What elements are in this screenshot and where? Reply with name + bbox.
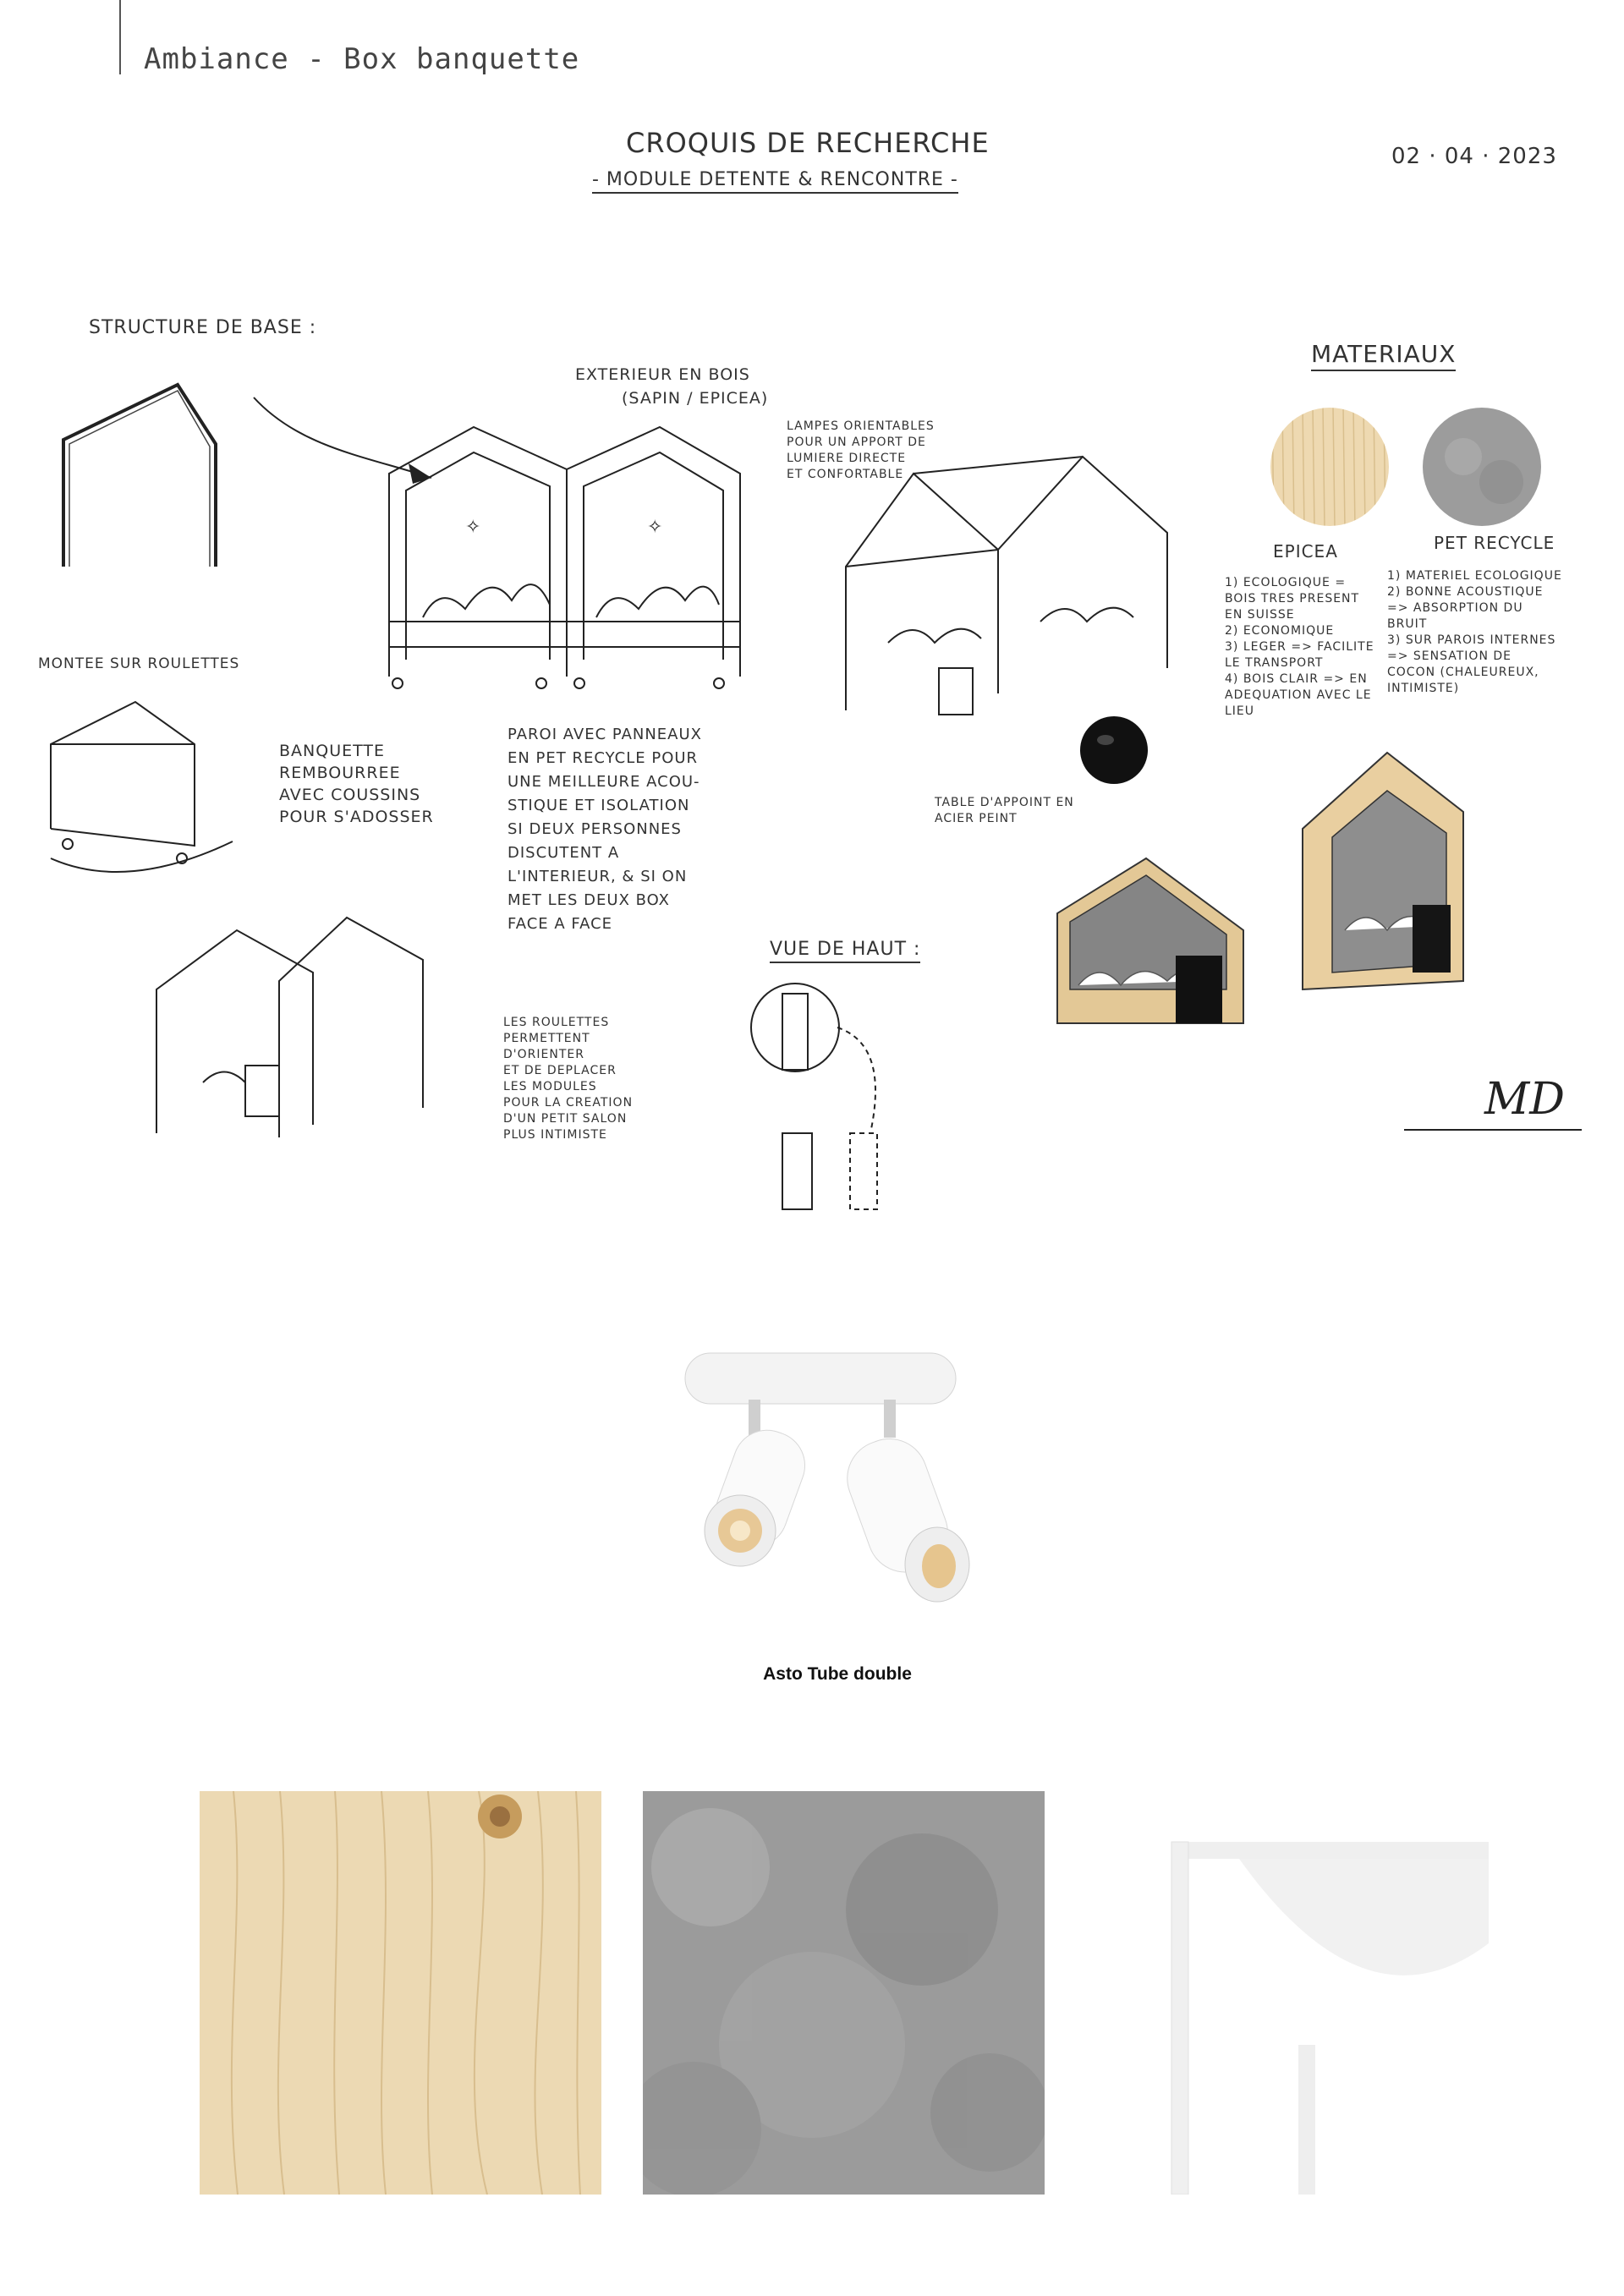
pet-note: 2) BONNE ACOUSTIQUE [1387,585,1544,599]
product-caption: Asto Tube double [763,1664,912,1684]
wheels-line: LES ROULETTES [503,1016,610,1029]
sketch-date: 02 · 04 · 2023 [1391,144,1557,169]
page-title: Ambiance - Box banquette [144,42,580,76]
table-line: ACIER PEINT [935,812,1018,825]
felt-swatch [643,1791,1045,2195]
pet-note: INTIMISTE) [1387,682,1460,695]
svg-text:✧: ✧ [465,517,481,538]
label-paroi [508,723,702,936]
box-render-front [1053,854,1248,1032]
label-epicea: EPICEA [1273,541,1338,562]
label-pet: PET RECYCLE [1434,533,1555,553]
table-line: TABLE D'APPOINT EN [935,796,1074,809]
signature-line [1404,1129,1582,1131]
header-rule [119,0,121,74]
wheels-line: LES MODULES [503,1080,597,1093]
epicea-swatch-circle [1269,406,1391,529]
lamp-product-image [668,1345,1007,1624]
pet-note: BRUIT [1387,617,1428,631]
epicea-note: 2) ECONOMIQUE [1225,624,1335,638]
double-box-perspective-sketch [837,440,1193,719]
paroi-line: FACE A FACE [508,915,613,933]
label-exterior-sub: (SAPIN / EPICEA) [622,389,769,408]
pet-note: => ABSORPTION DU [1387,601,1523,615]
pet-note: COCON (CHALEUREUX, [1387,666,1539,679]
paroi-line: STIQUE ET ISOLATION [508,797,690,814]
lamps-line: ET CONFORTABLE [787,468,904,481]
banquette-line: POUR S'ADOSSER [279,808,434,826]
double-box-front-sketch [381,414,761,693]
epicea-note: LIEU [1225,704,1255,718]
svg-text:✧: ✧ [647,517,663,538]
label-banquette [279,740,434,828]
wheels-line: POUR LA CREATION [503,1096,634,1110]
wheels-line: PERMETTENT [503,1032,590,1045]
wheels-line: D'UN PETIT SALON [503,1112,628,1126]
lamps-line: LAMPES ORIENTABLES [787,419,935,433]
signature: MD [1484,1074,1565,1125]
wheels-line: D'ORIENTER [503,1048,584,1061]
paroi-line: DISCUTENT A [508,844,620,862]
paroi-line: SI DEUX PERSONNES [508,820,682,838]
banquette-line: REMBOURREE [279,764,401,782]
label-table [935,795,1074,827]
wheels-line: PLUS INTIMISTE [503,1128,607,1142]
pet-note: 1) MATERIEL ECOLOGIQUE [1387,569,1562,583]
sketch-board [0,101,1624,1269]
wheels-line: ET DE DEPLACER [503,1064,617,1077]
label-exterior: EXTERIEUR EN BOIS [575,365,750,384]
epicea-note: 4) BOIS CLAIR => EN [1225,672,1368,686]
lamps-line: LUMIERE DIRECTE [787,452,907,465]
epicea-note: LE TRANSPORT [1225,656,1324,670]
label-top-view: VUE DE HAUT : [770,939,920,963]
epicea-note: 3) LEGER => FACILITE [1225,640,1374,654]
paroi-line: L'INTERIEUR, & SI ON [508,868,688,885]
boxes-facing-sketch [144,896,448,1150]
label-materials: MATERIAUX [1311,340,1456,371]
label-structure: STRUCTURE DE BASE : [89,317,317,338]
paroi-line: EN PET RECYCLE POUR [508,749,699,767]
pet-note: => SENSATION DE [1387,649,1512,663]
pet-notes [1387,568,1562,697]
paroi-line: MET LES DEUX BOX [508,891,671,909]
sketch-subtitle: - MODULE DETENTE & RENCONTRE - [592,169,958,194]
banquette-line: AVEC COUSSINS [279,786,421,804]
pet-note: 3) SUR PAROIS INTERNES [1387,633,1556,647]
epicea-note: ADEQUATION AVEC LE [1225,688,1372,702]
epicea-notes [1225,575,1374,720]
sketch-title: CROQUIS DE RECHERCHE [626,127,990,159]
paroi-line: UNE MEILLEURE ACOU- [508,773,700,791]
lamps-line: POUR UN APPORT DE [787,436,926,449]
steel-swatch-circle [1078,715,1150,786]
top-view-sketch [744,981,897,1226]
epicea-note: EN SUISSE [1225,608,1295,622]
wood-swatch [200,1791,601,2195]
white-metal-swatch [1087,1791,1489,2195]
house-frame-sketch [51,372,237,575]
epicea-note: BOIS TRES PRESENT [1225,592,1360,606]
box-side-wheels-sketch [34,693,237,879]
box-render-side [1294,736,1489,998]
epicea-note: 1) ECOLOGIQUE = [1225,576,1347,589]
label-wheels-mount: MONTEE SUR ROULETTES [38,655,240,672]
banquette-line: BANQUETTE [279,742,385,760]
label-wheels [503,1015,633,1143]
paroi-line: PAROI AVEC PANNEAUX [508,726,702,743]
pet-swatch-circle [1421,406,1544,529]
